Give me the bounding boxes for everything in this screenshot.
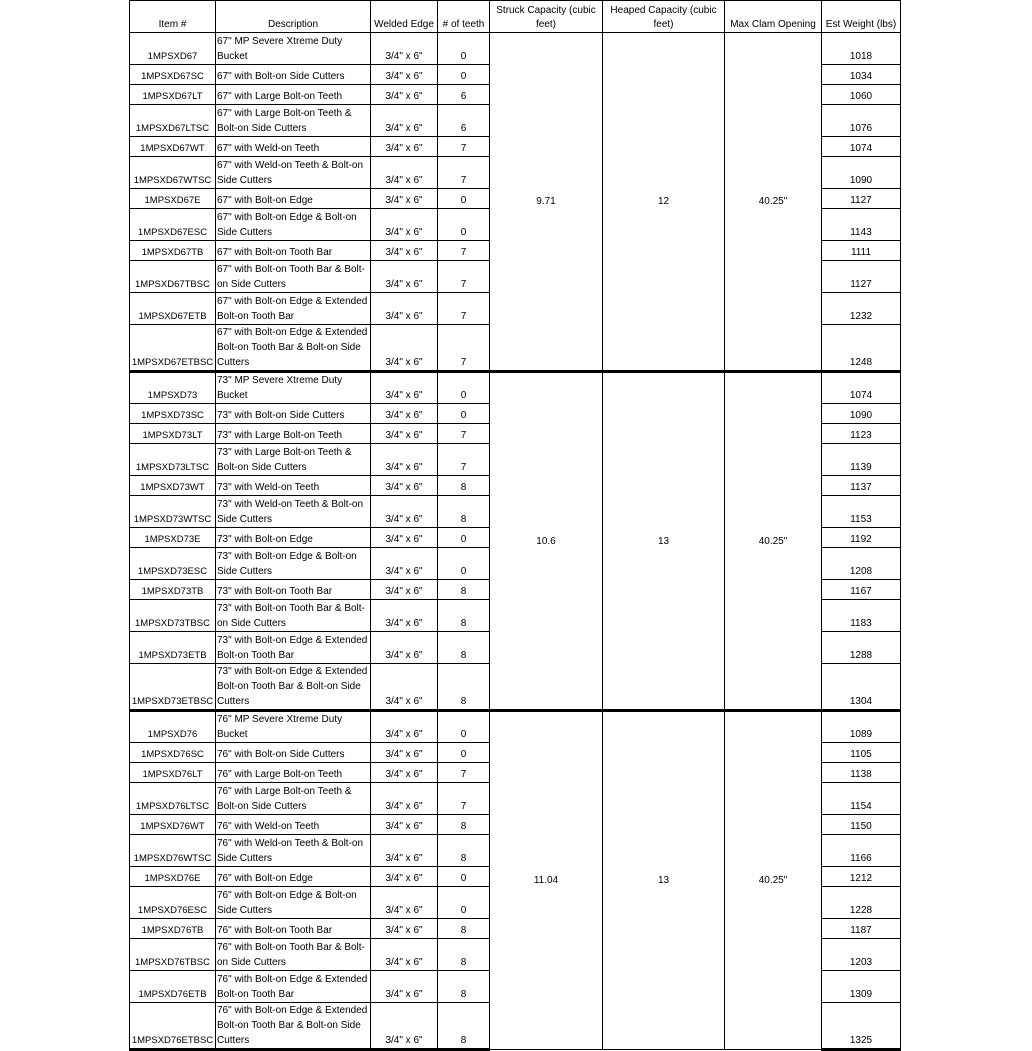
teeth-count-cell: 0 [438,189,490,209]
weight-cell: 1187 [822,919,901,939]
welded-edge-cell: 3/4" x 6" [371,372,438,404]
item-number-cell: 1MPSXD67WTSC [130,157,216,189]
item-number-cell: 1MPSXD76ETB [130,971,216,1003]
welded-edge-cell: 3/4" x 6" [371,763,438,783]
welded-edge-cell: 3/4" x 6" [371,65,438,85]
heaped-capacity-cell: 12 [603,33,725,372]
weight-cell: 1309 [822,971,901,1003]
teeth-count-cell: 8 [438,476,490,496]
weight-cell: 1074 [822,137,901,157]
weight-cell: 1183 [822,600,901,632]
welded-edge-cell: 3/4" x 6" [371,325,438,372]
teeth-count-cell: 7 [438,424,490,444]
item-number-cell: 1MPSXD73ESC [130,548,216,580]
header-struck-capacity: Struck Capacity (cubic feet) [490,1,603,33]
welded-edge-cell: 3/4" x 6" [371,711,438,743]
description-cell: 76" MP Severe Xtreme Duty Bucket [216,711,371,743]
teeth-count-cell: 0 [438,548,490,580]
item-number-cell: 1MPSXD73ETBSC [130,664,216,711]
item-number-cell: 1MPSXD67TB [130,241,216,261]
teeth-count-cell: 6 [438,85,490,105]
table-body [130,33,901,1050]
welded-edge-cell: 3/4" x 6" [371,664,438,711]
item-number-cell: 1MPSXD67TBSC [130,261,216,293]
weight-cell: 1137 [822,476,901,496]
table-header-row [130,1,901,33]
welded-edge-cell: 3/4" x 6" [371,496,438,528]
description-cell: 67" with Bolt-on Edge & Extended Bolt-on Tooth Bar & Bolt-on Side Cutters [216,325,371,372]
description-cell: 76" with Bolt-on Edge & Extended Bolt-on Tooth Bar & Bolt-on Side Cutters [216,1003,371,1050]
item-number-cell: 1MPSXD67SC [130,65,216,85]
item-number-cell: 1MPSXD76TBSC [130,939,216,971]
heaped-capacity-cell: 13 [603,372,725,711]
description-cell: 67" with Bolt-on Tooth Bar & Bolt-on Side Cutters [216,261,371,293]
item-number-cell: 1MPSXD67LTSC [130,105,216,137]
description-cell: 76" with Bolt-on Edge & Extended Bolt-on Tooth Bar [216,971,371,1003]
welded-edge-cell: 3/4" x 6" [371,424,438,444]
teeth-count-cell: 0 [438,528,490,548]
item-number-cell: 1MPSXD67ETB [130,293,216,325]
item-number-cell: 1MPSXD73ETB [130,632,216,664]
description-cell: 76" with Weld-on Teeth [216,815,371,835]
description-cell: 73" with Bolt-on Tooth Bar & Bolt-on Side Cutters [216,600,371,632]
description-cell: 76" with Bolt-on Tooth Bar & Bolt-on Side Cutters [216,939,371,971]
description-cell: 67" with Bolt-on Edge & Extended Bolt-on Tooth Bar [216,293,371,325]
weight-cell: 1105 [822,743,901,763]
welded-edge-cell: 3/4" x 6" [371,261,438,293]
teeth-count-cell: 0 [438,65,490,85]
table-row [130,33,901,65]
table-row [130,372,901,404]
teeth-count-cell: 7 [438,261,490,293]
description-cell: 76" with Bolt-on Side Cutters [216,743,371,763]
welded-edge-cell: 3/4" x 6" [371,241,438,261]
weight-cell: 1074 [822,372,901,404]
weight-cell: 1034 [822,65,901,85]
description-cell: 73" with Bolt-on Edge & Extended Bolt-on Tooth Bar & Bolt-on Side Cutters [216,664,371,711]
weight-cell: 1123 [822,424,901,444]
welded-edge-cell: 3/4" x 6" [371,743,438,763]
teeth-count-cell: 0 [438,887,490,919]
weight-cell: 1192 [822,528,901,548]
welded-edge-cell: 3/4" x 6" [371,85,438,105]
welded-edge-cell: 3/4" x 6" [371,919,438,939]
weight-cell: 1167 [822,580,901,600]
description-cell: 76" with Large Bolt-on Teeth [216,763,371,783]
welded-edge-cell: 3/4" x 6" [371,1003,438,1050]
weight-cell: 1232 [822,293,901,325]
teeth-count-cell: 0 [438,711,490,743]
teeth-count-cell: 8 [438,632,490,664]
description-cell: 73" with Bolt-on Side Cutters [216,404,371,424]
header-description: Description [216,1,371,33]
teeth-count-cell: 8 [438,664,490,711]
weight-cell: 1089 [822,711,901,743]
welded-edge-cell: 3/4" x 6" [371,444,438,476]
weight-cell: 1090 [822,404,901,424]
teeth-count-cell: 8 [438,919,490,939]
weight-cell: 1018 [822,33,901,65]
teeth-count-cell: 7 [438,783,490,815]
weight-cell: 1154 [822,783,901,815]
struck-capacity-cell: 11.04 [490,711,603,1050]
teeth-count-cell: 7 [438,763,490,783]
weight-cell: 1228 [822,887,901,919]
description-cell: 76" with Bolt-on Edge [216,867,371,887]
teeth-count-cell: 8 [438,580,490,600]
item-number-cell: 1MPSXD76E [130,867,216,887]
welded-edge-cell: 3/4" x 6" [371,476,438,496]
item-number-cell: 1MPSXD73TB [130,580,216,600]
weight-cell: 1138 [822,763,901,783]
weight-cell: 1153 [822,496,901,528]
item-number-cell: 1MPSXD76LTSC [130,783,216,815]
heaped-capacity-cell: 13 [603,711,725,1050]
description-cell: 67" with Bolt-on Side Cutters [216,65,371,85]
welded-edge-cell: 3/4" x 6" [371,783,438,815]
item-number-cell: 1MPSXD67ESC [130,209,216,241]
welded-edge-cell: 3/4" x 6" [371,600,438,632]
item-number-cell: 1MPSXD76WTSC [130,835,216,867]
weight-cell: 1288 [822,632,901,664]
description-cell: 67" with Large Bolt-on Teeth & Bolt-on Side Cutters [216,105,371,137]
description-cell: 67" with Large Bolt-on Teeth [216,85,371,105]
item-number-cell: 1MPSXD76ETBSC [130,1003,216,1050]
weight-cell: 1304 [822,664,901,711]
item-number-cell: 1MPSXD73WTSC [130,496,216,528]
item-number-cell: 1MPSXD76LT [130,763,216,783]
header-heaped-capacity: Heaped Capacity (cubic feet) [603,1,725,33]
weight-cell: 1325 [822,1003,901,1050]
item-number-cell: 1MPSXD73WT [130,476,216,496]
teeth-count-cell: 7 [438,241,490,261]
teeth-count-cell: 0 [438,743,490,763]
item-number-cell: 1MPSXD76TB [130,919,216,939]
welded-edge-cell: 3/4" x 6" [371,939,438,971]
clam-opening-cell: 40.25" [725,33,822,372]
description-cell: 67" with Bolt-on Edge [216,189,371,209]
weight-cell: 1248 [822,325,901,372]
teeth-count-cell: 7 [438,293,490,325]
struck-capacity-cell: 9.71 [490,33,603,372]
item-number-cell: 1MPSXD73LT [130,424,216,444]
welded-edge-cell: 3/4" x 6" [371,548,438,580]
teeth-count-cell: 8 [438,600,490,632]
welded-edge-cell: 3/4" x 6" [371,209,438,241]
item-number-cell: 1MPSXD76WT [130,815,216,835]
item-number-cell: 1MPSXD67WT [130,137,216,157]
weight-cell: 1127 [822,261,901,293]
welded-edge-cell: 3/4" x 6" [371,404,438,424]
description-cell: 67" with Weld-on Teeth [216,137,371,157]
description-cell: 73" with Bolt-on Edge & Extended Bolt-on Tooth Bar [216,632,371,664]
item-number-cell: 1MPSXD73LTSC [130,444,216,476]
description-cell: 73" with Bolt-on Edge & Bolt-on Side Cutters [216,548,371,580]
description-cell: 73" MP Severe Xtreme Duty Bucket [216,372,371,404]
teeth-count-cell: 8 [438,496,490,528]
description-cell: 67" with Bolt-on Edge & Bolt-on Side Cutters [216,209,371,241]
item-number-cell: 1MPSXD67 [130,33,216,65]
header-weight: Est Weight (lbs) [822,1,901,33]
weight-cell: 1139 [822,444,901,476]
item-number-cell: 1MPSXD76 [130,711,216,743]
weight-cell: 1166 [822,835,901,867]
welded-edge-cell: 3/4" x 6" [371,189,438,209]
description-cell: 73" with Bolt-on Edge [216,528,371,548]
description-cell: 67" with Weld-on Teeth & Bolt-on Side Cutters [216,157,371,189]
teeth-count-cell: 7 [438,137,490,157]
welded-edge-cell: 3/4" x 6" [371,33,438,65]
description-cell: 76" with Large Bolt-on Teeth & Bolt-on Side Cutters [216,783,371,815]
welded-edge-cell: 3/4" x 6" [371,293,438,325]
weight-cell: 1076 [822,105,901,137]
description-cell: 67" with Bolt-on Tooth Bar [216,241,371,261]
description-cell: 76" with Bolt-on Tooth Bar [216,919,371,939]
table-row [130,711,901,743]
teeth-count-cell: 8 [438,815,490,835]
weight-cell: 1111 [822,241,901,261]
clam-opening-cell: 40.25" [725,711,822,1050]
teeth-count-cell: 8 [438,1003,490,1050]
welded-edge-cell: 3/4" x 6" [371,632,438,664]
welded-edge-cell: 3/4" x 6" [371,528,438,548]
description-cell: 73" with Large Bolt-on Teeth & Bolt-on Side Cutters [216,444,371,476]
teeth-count-cell: 8 [438,939,490,971]
teeth-count-cell: 7 [438,157,490,189]
weight-cell: 1127 [822,189,901,209]
weight-cell: 1150 [822,815,901,835]
teeth-count-cell: 7 [438,444,490,476]
teeth-count-cell: 0 [438,33,490,65]
teeth-count-cell: 0 [438,404,490,424]
weight-cell: 1090 [822,157,901,189]
teeth-count-cell: 8 [438,835,490,867]
header-welded-edge: Welded Edge [371,1,438,33]
weight-cell: 1060 [822,85,901,105]
welded-edge-cell: 3/4" x 6" [371,887,438,919]
clam-opening-cell: 40.25" [725,372,822,711]
header-item: Item # [130,1,216,33]
weight-cell: 1208 [822,548,901,580]
item-number-cell: 1MPSXD73SC [130,404,216,424]
bucket-spec-table [129,0,901,1051]
welded-edge-cell: 3/4" x 6" [371,105,438,137]
item-number-cell: 1MPSXD76SC [130,743,216,763]
description-cell: 73" with Weld-on Teeth & Bolt-on Side Cutters [216,496,371,528]
description-cell: 76" with Weld-on Teeth & Bolt-on Side Cutters [216,835,371,867]
welded-edge-cell: 3/4" x 6" [371,157,438,189]
teeth-count-cell: 0 [438,372,490,404]
welded-edge-cell: 3/4" x 6" [371,867,438,887]
header-clam-opening: Max Clam Opening [725,1,822,33]
description-cell: 73" with Weld-on Teeth [216,476,371,496]
teeth-count-cell: 6 [438,105,490,137]
item-number-cell: 1MPSXD73TBSC [130,600,216,632]
header-teeth: # of teeth [438,1,490,33]
welded-edge-cell: 3/4" x 6" [371,815,438,835]
description-cell: 73" with Large Bolt-on Teeth [216,424,371,444]
item-number-cell: 1MPSXD76ESC [130,887,216,919]
welded-edge-cell: 3/4" x 6" [371,137,438,157]
welded-edge-cell: 3/4" x 6" [371,580,438,600]
teeth-count-cell: 8 [438,971,490,1003]
weight-cell: 1212 [822,867,901,887]
welded-edge-cell: 3/4" x 6" [371,971,438,1003]
item-number-cell: 1MPSXD73 [130,372,216,404]
struck-capacity-cell: 10.6 [490,372,603,711]
weight-cell: 1143 [822,209,901,241]
description-cell: 76" with Bolt-on Edge & Bolt-on Side Cutters [216,887,371,919]
welded-edge-cell: 3/4" x 6" [371,835,438,867]
description-cell: 67" MP Severe Xtreme Duty Bucket [216,33,371,65]
teeth-count-cell: 7 [438,325,490,372]
weight-cell: 1203 [822,939,901,971]
item-number-cell: 1MPSXD67E [130,189,216,209]
description-cell: 73" with Bolt-on Tooth Bar [216,580,371,600]
item-number-cell: 1MPSXD67LT [130,85,216,105]
item-number-cell: 1MPSXD73E [130,528,216,548]
teeth-count-cell: 0 [438,209,490,241]
item-number-cell: 1MPSXD67ETBSC [130,325,216,372]
teeth-count-cell: 0 [438,867,490,887]
